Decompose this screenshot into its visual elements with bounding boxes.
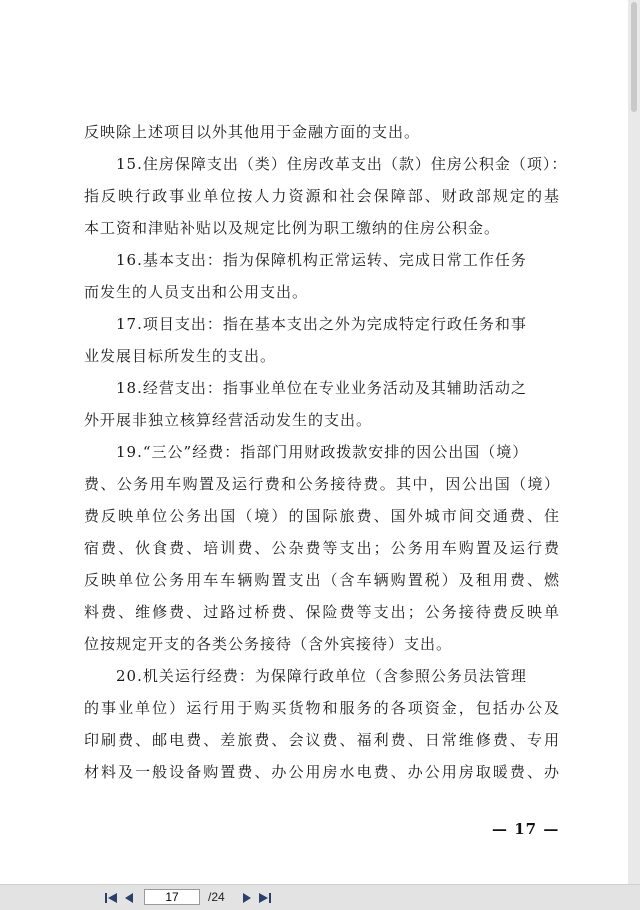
last-page-icon[interactable] (258, 892, 272, 904)
text-line: 而发生的人员支出和公用支出。 (84, 283, 309, 301)
scrollbar-thumb[interactable] (631, 2, 637, 112)
text-line: 20.机关运行经费：为保障行政单位（含参照公务员法管理 (116, 667, 527, 685)
text-line: 宿费、伙食费、培训费、公杂费等支出；公务用车购置及运行费 (84, 539, 560, 557)
prev-page-icon[interactable] (122, 892, 136, 904)
text-line: 料费、维修费、过路过桥费、保险费等支出；公务接待费反映单 (84, 603, 560, 621)
text-line: 印刷费、邮电费、差旅费、会议费、福利费、日常维修费、专用 (84, 731, 560, 749)
vertical-scrollbar[interactable] (628, 0, 640, 884)
text-line: 外开展非独立核算经营活动发生的支出。 (84, 411, 373, 429)
text-line: 17.项目支出：指在基本支出之外为完成特定行政任务和事 (116, 315, 527, 333)
text-line: 本工资和津贴补贴以及规定比例为职工缴纳的住房公积金。 (84, 219, 501, 237)
text-line: 业发展目标所发生的支出。 (84, 347, 277, 365)
text-line: 位按规定开支的各类公务接待（含外宾接待）支出。 (84, 635, 453, 653)
page-number-input[interactable] (144, 889, 200, 905)
text-line: 的事业单位）运行用于购买货物和服务的各项资金，包括办公及 (84, 699, 560, 717)
text-line: 费反映单位公务出国（境）的国际旅费、国外城市间交通费、住 (84, 507, 560, 525)
text-line: 材料及一般设备购置费、办公用房水电费、办公用房取暖费、办 (84, 763, 560, 781)
text-line: 指反映行政事业单位按人力资源和社会保障部、财政部规定的基 (84, 187, 560, 205)
pdf-nav-toolbar (0, 884, 640, 910)
text-line: 16.基本支出：指为保障机构正常运转、完成日常工作任务 (116, 251, 527, 269)
text-line: 反映除上述项目以外其他用于金融方面的支出。 (84, 123, 421, 141)
text-line: 反映单位公务用车车辆购置支出（含车辆购置税）及租用费、燃 (84, 571, 560, 589)
text-line: 18.经营支出：指事业单位在专业业务活动及其辅助活动之 (116, 379, 527, 397)
document-body (84, 116, 568, 788)
total-pages: /24 (208, 890, 225, 904)
text-line: 费、公务用车购置及运行费和公务接待费。其中，因公出国（境） (84, 475, 560, 493)
next-page-icon[interactable] (240, 892, 254, 904)
page-number-footer: — 17 — (492, 820, 560, 838)
text-line: 15.住房保障支出（类）住房改革支出（款）住房公积金（项）： (116, 155, 568, 173)
text-line: 19.“三公”经费：指部门用财政拨款安排的因公出国（境） (116, 443, 529, 461)
first-page-icon[interactable] (104, 892, 118, 904)
